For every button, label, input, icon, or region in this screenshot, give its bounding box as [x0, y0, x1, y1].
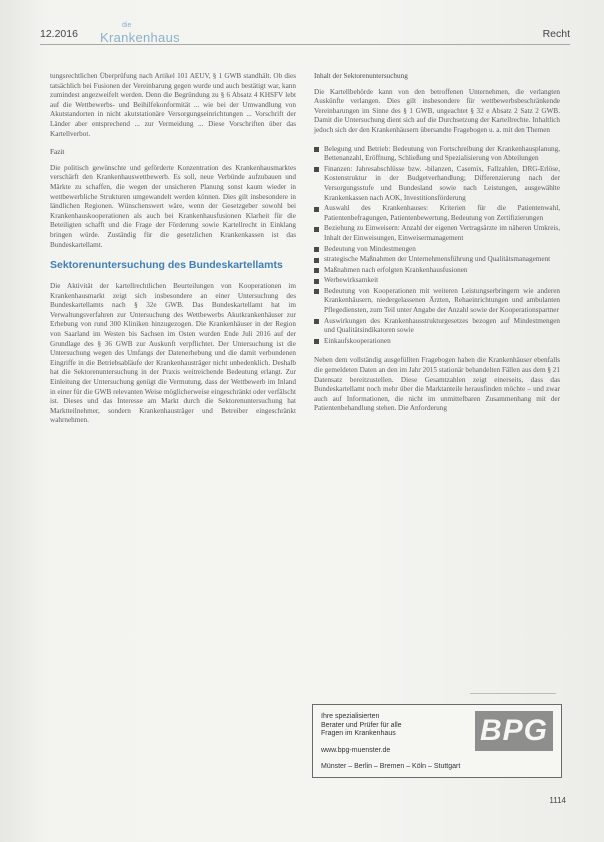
list-item: strategische Maßnahmen der Unternehmensführung und Qualitätsmanagement [314, 255, 560, 265]
bullet-list [314, 145, 560, 347]
list-item: Finanzen: Jahresabschlüsse bzw. -bilanzen, Casemix, Fallzahlen, DRG-Erlöse, Kostenstruktur in der Budgetverhandlung; Differenzierung nach der Versorgungsstufe und Bundesland sowie nach Leistungen, ausgewählte Krankenkassen nach AOK, Investitionsförderung [314, 165, 560, 203]
page-header [40, 24, 570, 45]
list-item: Einkaufskooperationen [314, 337, 560, 347]
section-label: Recht [542, 28, 570, 40]
left-column [50, 72, 296, 435]
list-item: Belegung und Betrieb: Bedeutung von Fortschreibung der Krankenhausplanung, Bettenanzahl, Eröffnung, Schließung und Spezialisierung von Abteilungen [314, 145, 560, 164]
advertisement-box [312, 704, 562, 778]
list-item: Auswahl des Krankenhauses: Kriterien für die Patientenwahl, Patientenbefragungen, Patientenbewertung, Bedeutung von Zertifizierungen [314, 204, 560, 223]
ad-locations: Münster – Berlin – Bremen – Köln – Stuttgart [321, 763, 461, 770]
ad-tagline [321, 713, 451, 739]
paragraph: tungsrechtlichen Überprüfung nach Artikel 101 AEUV, § 1 GWB standhält. Ob dies tatsächlich bei Fusionen der Vereinbarung gegen wurde und auch bestätigt war, kann zumindest angezweifelt werden. Denn die Begründung zu § 6 Absatz 4 KHSFV lebt auf die Wettbewerbs- und Beihilfekonformität ... wie bei der Umwandlung von Akutstandorten in nicht akutstationäre Versorgungseinrichtungen ... Vorschrift der Länder aber entsprechend ... zur Vermeidung ... Diese Vorschriften über das Kartellverbot. [50, 72, 296, 138]
right-column [314, 72, 560, 423]
ad-line: Fragen im Krankenhaus [321, 730, 396, 738]
magazine-logo [100, 22, 180, 47]
section-heading: Sektorenuntersuchung des Bundeskartellamts [50, 259, 283, 272]
paragraph: Die Aktivität der kartellrechtlichen Beurteilungen von Kooperationen im Krankenhausmarkt zeigt sich insbesondere an einer Untersuchung des Bundeskartellamts nach § 32e GWB. Das Bundeskartellamt hat im Verwaltungsverfahren zur Untersuchung des Wettbewerbs Akutkrankenhäuser zur Erhebung von rund 300 Kliniken hinzugezogen. Die Krankenhäuser in der Region von Saarland im Westen bis Sachsen im Osten wurden Ende Juli 2016 auf der Grundlage des § 36 GWB zur Auskunft verpflichtet. Der Untersuchung ist die Untersuchung wegen des Umfangs der Datenerhebung und die damit verbundenen Eingriffe in die Betriebsabläufe der Krankenhausträger nicht unbedenklich. Deshalb hat die Sektorenuntersuchung in der Praxis weitreichende Bedeutung erlangt. Zur Einleitung der Untersuchung genügt die Vermutung, dass der Wettbewerb im Inland in einer für die GWB relevanten Weise möglicherweise eingeschränkt oder verfälscht ist. Dieses und das Interesse am Markt durch die Sektorenuntersuchung hat Marktteilnehmer, sondern Krankenhausträger und Betreiber eingeschränkt wahrnehmen. [50, 282, 296, 425]
magazine-logo-small: die [122, 22, 132, 29]
bpg-logo: BPG [475, 711, 553, 751]
ad-line: Ihre spezialisierten [321, 713, 380, 720]
divider [470, 693, 556, 694]
list-item: Beziehung zu Einweisern: Anzahl der eigenen Vertragsärzte im näheren Umkreis, Inhalt der Einweisungen, Einweisermanagement [314, 224, 560, 243]
list-item: Werbewirksamkeit [314, 276, 560, 286]
subheading: Fazit [50, 148, 65, 157]
issue-number: 12.2016 [40, 28, 78, 40]
list-item: Maßnahmen nach erfolgten Krankenhausfusionen [314, 266, 560, 276]
paragraph: Die politisch gewünschte und geförderte Konzentration des Krankenhausmarktes verschärft den Krankenhauswettbewerb. Es soll, neue Verbünde aufzubauen und Märkte zu schaffen, die wegen der unsicheren Planung sonst kaum wieder in wettbewerbliche Strukturen umgewandelt werden können. Dies gilt insbesondere in ländlichen Regionen. Wünschenswert wäre, wenn der Gesetzgeber sowohl bei Krankenhauskooperationen als auch bei Krankenhausfusionen Klarheit für die Beteiligten schafft und die Frage der Förderung sowie Kartellrecht in Einklang bringen würde. Zuständig für die gesetzlichen Krankenkassen ist das Bundeskartellamt. [50, 163, 296, 249]
list-item: Auswirkungen des Krankenhausstrukturgesetzes bezogen auf Mindestmengen und Qualitätsindikatoren sowie [314, 317, 560, 336]
paragraph: Die Kartellbehörde kann von den betroffenen Unternehmen, die verlangten Auskünfte verlangen. Dies gilt insbesondere für wettbewerbsbeschränkende Vereinbarungen im Sinne des § 1 GWB, ungeachtet § 32 e Absatz 2 Satz 2 GWB. Damit die Untersuchung dient sich auf die Durchsetzung der Kartellrechte. Inhaltlich jedoch sich der den Krankenhäusern übersandte Fragebogen u. a. mit den Themen [314, 87, 560, 134]
list-item: Bedeutung von Kooperationen mit weiteren Leistungserbringern wie anderen Krankenhäusern, niedergelassenen Ärzten, Rehaeinrichtungen und ambulanten Pflegediensten, zum Teil unter Angabe der Anzahl sowie der Kooperationspartner [314, 287, 560, 316]
list-item: Bedeutung von Mindestmengen [314, 245, 560, 255]
subheading: Inhalt der Sektorenuntersuchung [314, 72, 408, 80]
page-number: 1114 [549, 796, 566, 805]
ad-website-link[interactable]: www.bpg-muenster.de [321, 747, 391, 754]
ad-line: Berater und Prüfer für alle [321, 721, 402, 729]
magazine-logo-name: Krankenhaus [100, 30, 180, 45]
paragraph: Neben dem vollständig ausgefüllten Fragebogen haben die Krankenhäuser ebenfalls die gemeldeten Daten an den im Jahr 2015 stationär behandelten Fällen aus dem § 21 Datensatz bereitzustellen. Diese Gesamtzahlen zeigt einerseits, dass das Bundeskartellamt noch mehr über die Marktanteile herausfinden möchte – und zwar auch auf Informationen, die nicht im unmittelbaren Zusammenhang mit der Patientenbehandlung stehen. Die Anforderung [314, 356, 560, 413]
